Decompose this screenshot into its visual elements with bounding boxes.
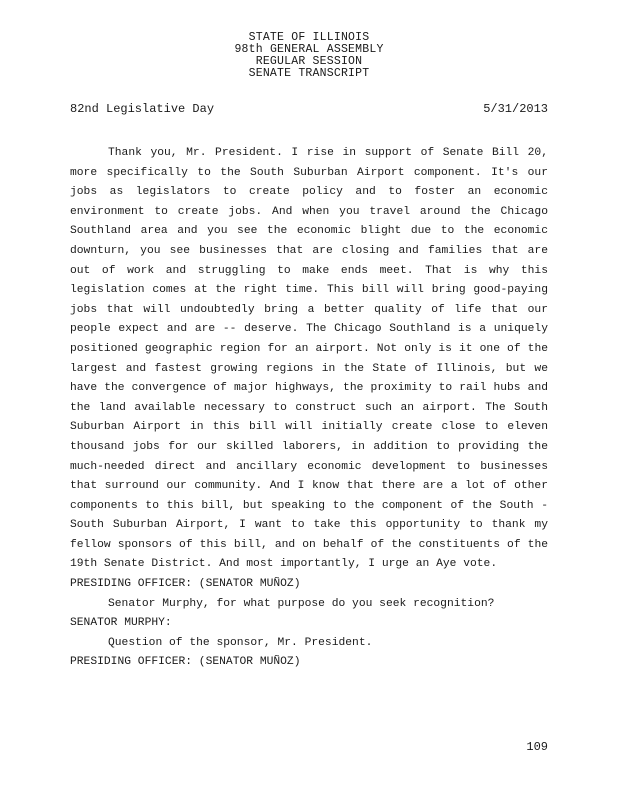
speaker-label: PRESIDING OFFICER: (SENATOR MUÑOZ) bbox=[70, 656, 301, 669]
header-transcript: SENATE TRANSCRIPT bbox=[248, 67, 370, 80]
speaker-label: SENATOR MURPHY: bbox=[70, 617, 172, 630]
header-assembly: 98th GENERAL ASSEMBLY bbox=[234, 43, 384, 56]
speech-line: Senator Murphy, for what purpose do you seek recognition? bbox=[108, 597, 495, 610]
legislative-day-line bbox=[70, 102, 548, 116]
page-number: 109 bbox=[526, 740, 548, 754]
header-session: REGULAR SESSION bbox=[255, 55, 363, 68]
speech-line: Question of the sponsor, Mr. President. bbox=[108, 636, 373, 649]
document-header bbox=[0, 32, 618, 80]
speech-paragraph: Thank you, Mr. President. I rise in support of Senate Bill 20, more specifically to the South Suburban Airport component. It's our jobs as legislators to create policy and to foster an economic environment to create jobs. And when you travel around the Chicago Southland area and you see the economic blight due to the economic downturn, you see businesses that are closing and families that are out of work and struggling to make ends meet. That is why this legislation comes at the right time. This bill will bring good-paying jobs that will undoubtedly bring a better quality of life that our people expect and are -- deserve. The Chicago Southland is a uniquely positioned geographic region for an airport. Not only is it one of the largest and fastest growing regions in the State of Illinois, but we have the convergence of major highways, the proximity to rail hubs and the land available necessary to construct such an airport. The South Suburban Airport in this bill will initially create close to eleven thousand jobs for our skilled laborers, in addition to providing the much-needed direct and ancillary economic development to businesses that surround our community. And I know that there are a lot of other components to this bill, but speaking to the component of the South - South Suburban Airport, I want to take this opportunity to thank my fellow sponsors of this bill, and on behalf of the constituents of the 19th Senate District. And most importantly, I urge an Aye vote. bbox=[70, 147, 548, 571]
header-state: STATE OF ILLINOIS bbox=[248, 31, 370, 44]
transcript-body bbox=[70, 144, 548, 673]
legislative-day-label: 82nd Legislative Day bbox=[70, 102, 215, 116]
speaker-label: PRESIDING OFFICER: (SENATOR MUÑOZ) bbox=[70, 578, 301, 591]
session-date: 5/31/2013 bbox=[483, 102, 548, 116]
